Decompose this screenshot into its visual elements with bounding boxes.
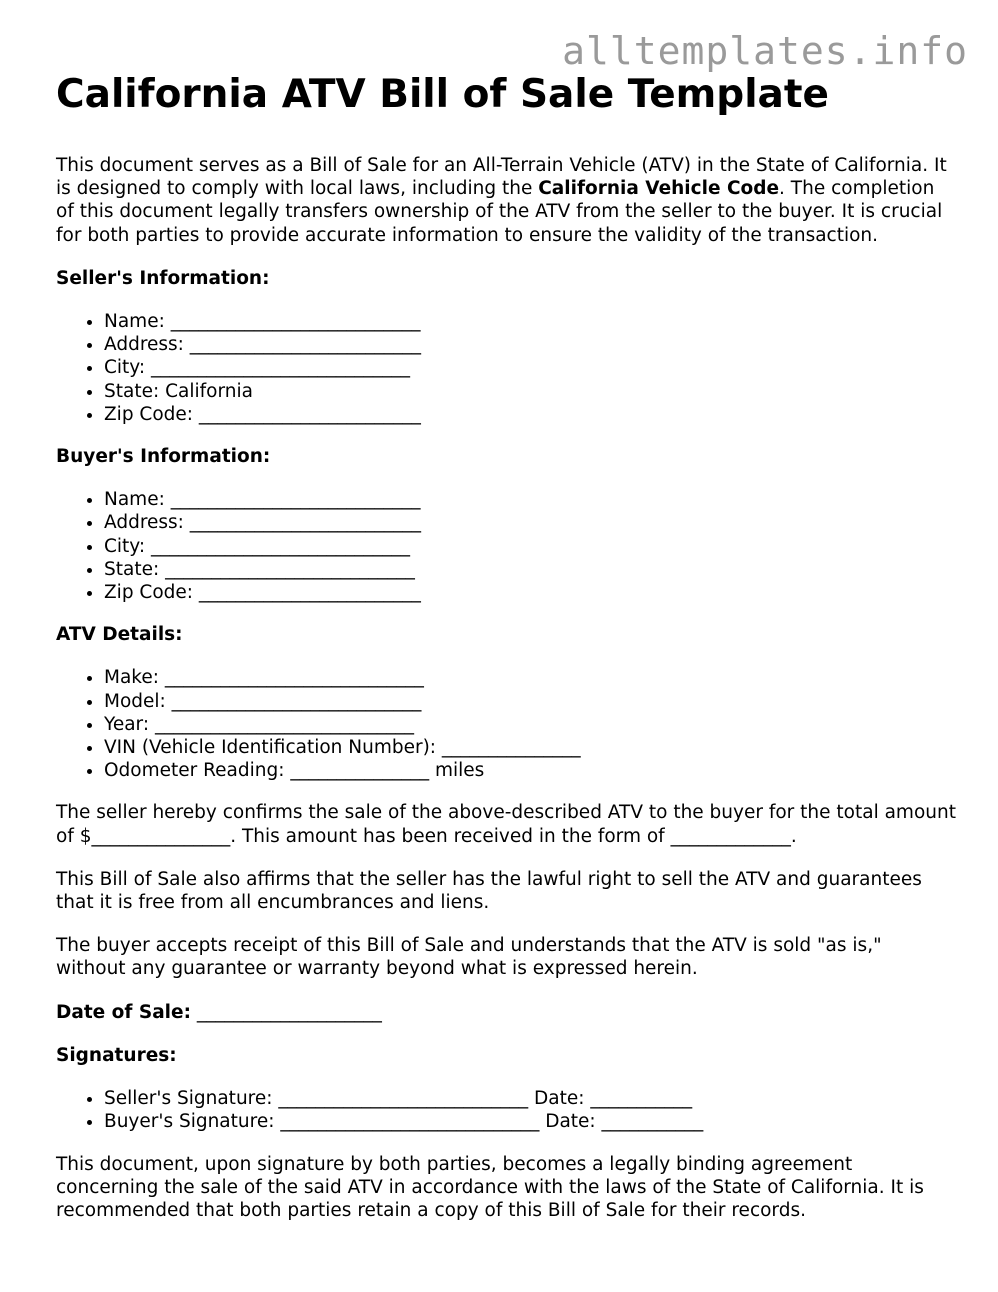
buyer-zip-field: • Zip Code: ________________________ <box>104 581 956 604</box>
buyer-address-field: • Address: _________________________ <box>104 511 956 534</box>
affirmation-paragraph: This Bill of Sale also affirms that the seller has the lawful right to sell the ATV and guarantees that it is free from all encumbrances and liens. <box>56 868 922 914</box>
buyer-name-field: • Name: ___________________________ <box>104 488 956 511</box>
closing-paragraph: This document, upon signature by both parties, becomes a legally binding agreement concerning the sale of the said ATV in accordance with the laws of the State of California. It is recommended that both parties retain a copy of this Bill of Sale for their records. <box>56 1153 924 1221</box>
date-of-sale-blank: ____________________ <box>190 1001 382 1023</box>
seller-name-field: • Name: ___________________________ <box>104 310 956 333</box>
seller-signature-field: • Seller's Signature: ___________________________ Date: ___________ <box>104 1087 956 1110</box>
buyer-state-field: • State: ___________________________ <box>104 558 956 581</box>
intro-bold-code: California Vehicle Code <box>538 178 780 200</box>
seller-address-field: • Address: _________________________ <box>104 333 956 356</box>
date-of-sale-label: Date of Sale: <box>56 1001 191 1023</box>
date-of-sale-line <box>56 1001 956 1024</box>
as-is-paragraph: The buyer accepts receipt of this Bill of Sale and understands that the ATV is sold "as is," without any guarantee or warranty beyond what is expressed herein. <box>56 935 882 980</box>
seller-zip-field: • Zip Code: ________________________ <box>104 403 956 426</box>
sale-amount-paragraph: The seller hereby confirms the sale of the above-described ATV to the buyer for the total amount of $_______________. This amount has been received in the form of _____________. <box>56 802 956 847</box>
atv-details-heading: ATV Details: <box>56 624 183 646</box>
seller-state-field: • State: California <box>104 380 956 403</box>
atv-details-list <box>56 666 956 782</box>
atv-odometer-field: • Odometer Reading: _______________ miles <box>104 759 956 782</box>
buyer-heading: Buyer's Information: <box>56 446 271 468</box>
buyer-list <box>56 488 956 604</box>
document-title: California ATV Bill of Sale Template <box>56 72 829 117</box>
atv-make-field: • Make: ____________________________ <box>104 666 956 689</box>
seller-list <box>56 310 956 426</box>
intro-text-start: This document serves as a Bill of Sale for an All-Terrain Vehicle (ATV) in the State of California. It is designed to comply with local laws, including the <box>56 155 947 200</box>
seller-heading: Seller's Information: <box>56 267 270 289</box>
seller-city-field: • City: ____________________________ <box>104 356 956 379</box>
intro-text-end: . The completion of this document legally transfers ownership of the ATV from the seller to the buyer. It is crucial for both parties to provide accurate information to ensure the validity of the transaction. <box>56 178 943 246</box>
atv-year-field: • Year: ____________________________ <box>104 713 956 736</box>
document-page <box>56 72 956 1242</box>
atv-vin-field: • VIN (Vehicle Identification Number): _______________ <box>104 736 956 759</box>
watermark: alltemplates.info <box>562 29 968 73</box>
intro-paragraph <box>56 154 956 247</box>
buyer-city-field: • City: ____________________________ <box>104 535 956 558</box>
signatures-heading: Signatures: <box>56 1044 177 1066</box>
signatures-list <box>56 1087 956 1133</box>
atv-model-field: • Model: ___________________________ <box>104 690 956 713</box>
buyer-signature-field: • Buyer's Signature: ____________________________ Date: ___________ <box>104 1110 956 1133</box>
